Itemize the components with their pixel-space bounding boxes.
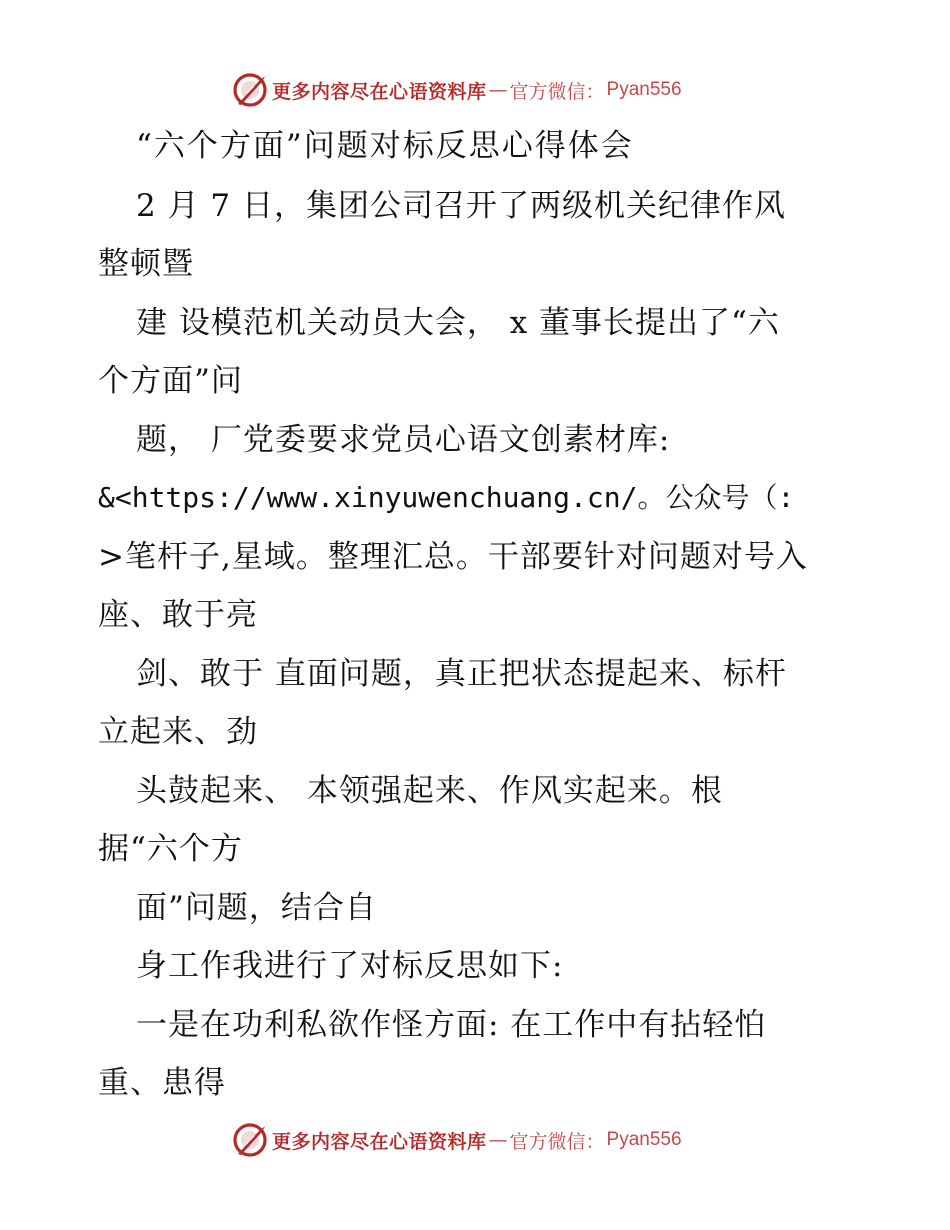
quill-seal-logo-icon	[232, 1122, 268, 1158]
watermark-banner-bottom	[232, 1120, 682, 1160]
doc-line: 建 设模范机关动员大会， x 董事长提出了“六	[136, 305, 780, 341]
doc-line: 据“六个方	[98, 831, 243, 867]
watermark-wechat-label: 官方微信：	[509, 1130, 605, 1153]
doc-line: 座、敢于亮	[98, 597, 258, 633]
watermark-dash: —	[488, 1129, 508, 1151]
doc-line: >笔杆子,星域。整理汇总。干部要针对问题对号入	[98, 539, 808, 575]
watermark-wechat-handle: Pyan556	[606, 1129, 682, 1150]
doc-line: 身工作我进行了对标反思如下:	[136, 948, 564, 984]
doc-line: 头鼓起来、 本领强起来、作风实起来。根	[136, 773, 723, 809]
doc-line: 面”问题，结合自	[136, 890, 377, 926]
watermark-dash: —	[488, 79, 508, 101]
watermark-banner-top	[232, 70, 682, 110]
doc-line: 2 月 7 日，集团公司召开了两级机关纪律作风	[136, 188, 787, 224]
doc-line: &<https://www.xinyuwenchuang.cn/。公众号（:	[98, 481, 795, 514]
quill-seal-logo-icon	[232, 72, 268, 108]
watermark-wechat-label: 官方微信：	[509, 80, 605, 103]
doc-line: 立起来、劲	[98, 714, 258, 750]
doc-line: 重、患得	[98, 1065, 226, 1101]
doc-line: 一是在功利私欲作怪方面: 在工作中有拈轻怕	[136, 1007, 767, 1043]
doc-line: 个方面”问	[98, 363, 243, 399]
document-title: “六个方面”问题对标反思心得体会	[136, 128, 634, 164]
watermark-brand-text: 更多内容尽在心语资料库	[272, 1130, 487, 1153]
doc-line: 题， 厂党委要求党员心语文创素材库:	[136, 422, 671, 458]
doc-line: 整顿暨	[98, 246, 194, 282]
watermark-brand-text: 更多内容尽在心语资料库	[272, 80, 487, 103]
doc-line: 剑、敢于 直面问题，真正把状态提起来、标杆	[136, 656, 787, 692]
watermark-wechat-handle: Pyan556	[606, 79, 682, 100]
